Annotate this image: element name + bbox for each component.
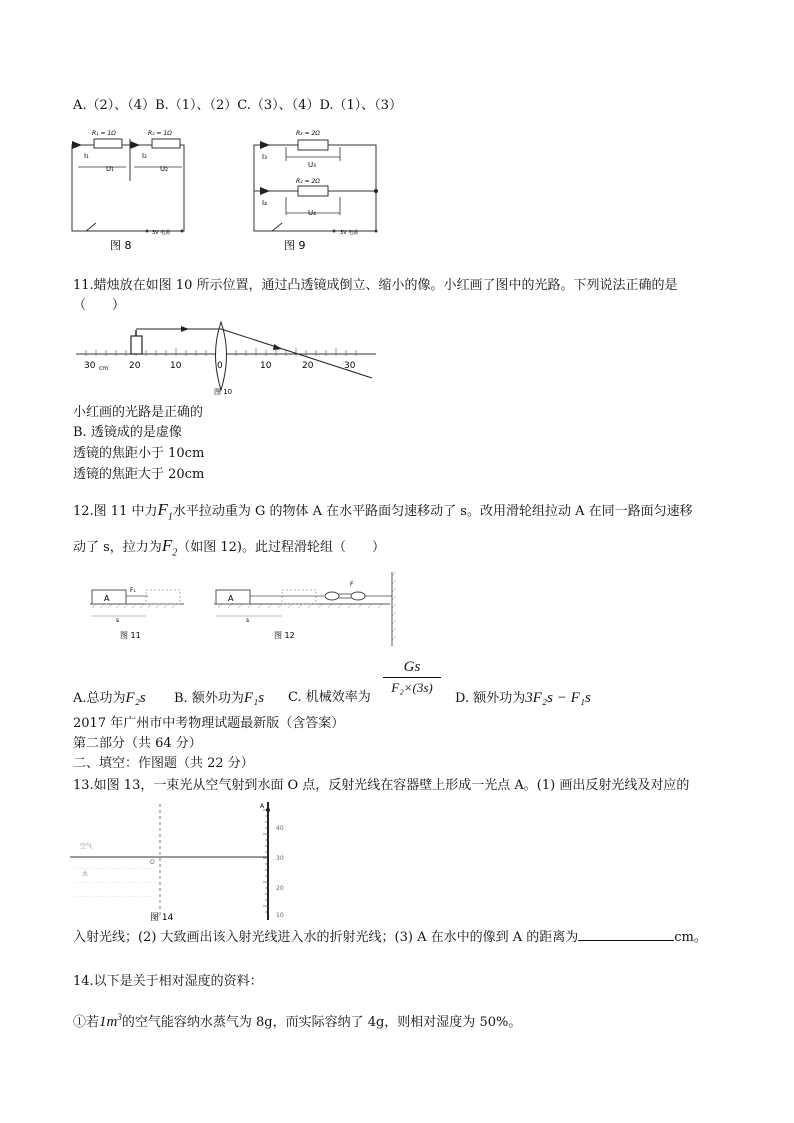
fig10-tick-4: 10 <box>260 361 272 371</box>
q11-stem-line2: （ ） <box>73 298 126 313</box>
part-two-heading: 第二部分（共 64 分） <box>73 736 202 751</box>
q12-stem-line2: 动了 s，拉力为$F_2$（如图 12)。此过程滑轮组（ ） <box>73 536 385 559</box>
figure-8-circuit <box>70 125 190 255</box>
fig12-block-label: A <box>228 594 234 603</box>
exam-title: 2017 年广州市中考物理试题最新版（含答案） <box>73 716 345 731</box>
q12-option-c-fraction <box>383 658 441 697</box>
fig14-water-label: 水 <box>82 871 89 878</box>
q12-option-d: D. 额外功为3F₂s − F₁s <box>455 690 591 706</box>
figure-9-circuit <box>252 125 382 255</box>
fraction-numerator: Gs <box>403 659 421 675</box>
q11-option-d: 透镜的焦距大于 20cm <box>73 467 205 482</box>
q13-stem-line1: 13.如图 13，一束光从空气射到水面 O 点，反射光线在容器壁上形成一光点 A。(1) 画出反射光线及对应的 <box>73 778 690 793</box>
q14-stem-line2: ①若$1m^3$的空气能容纳水蒸气为 8g，而实际容纳了 4g，则相对湿度为 50%。 <box>73 1012 522 1030</box>
fig10-caption: 图 10 <box>214 388 233 396</box>
q12-stem-line1: 12.图 11 中力$F_1$水平拉动重为 G 的物体 A 在水平路面匀速移动了 s。改用滑轮组拉动 A 在同一路面匀速移 <box>73 500 693 523</box>
fig11-caption: 图 11 <box>120 631 141 640</box>
fig14-scale-40: 40 <box>276 825 284 832</box>
q10-options: A.（2）、（4）B.（1）、（2）C.（3）、（4）D.（1）、（3） <box>73 98 403 113</box>
fig8-i1-label: I₁ <box>84 152 89 160</box>
fraction-bar <box>383 677 441 678</box>
q11-stem-line1: 11.蜡烛放在如图 10 所示位置，通过凸透镜成倒立、缩小的像。小红画了图中的光路。下列说法正确的是 <box>73 278 678 293</box>
fig10-tick-1: 20 <box>129 361 141 371</box>
f1-symbol: $F_1$ <box>157 500 173 523</box>
fig9-i3-label: I₃ <box>262 153 267 161</box>
fig10-tick-0: 30 <box>84 361 96 371</box>
fig11-dist-label: s <box>116 617 120 624</box>
fig10-tick-5: 20 <box>302 361 314 371</box>
fig12-caption: 图 12 <box>274 631 295 640</box>
fig14-scale-20: 20 <box>276 885 284 892</box>
fig9-u4-label: U₄ <box>308 209 316 217</box>
fig12-force-label: F <box>350 581 354 588</box>
answer-blank[interactable] <box>578 928 674 941</box>
fig11-force-label: F₁ <box>130 587 136 594</box>
fig9-i4-label: I₄ <box>262 199 267 207</box>
f2-symbol: $F_2$ <box>161 536 178 559</box>
figure-14-reflection <box>70 800 290 924</box>
fig10-tick-2: 10 <box>170 361 182 371</box>
figure-10-lens <box>76 320 376 396</box>
q12-option-c: C. 机械效率为 <box>288 690 371 705</box>
q14-stem-line1: 14.以下是关于相对湿度的资料： <box>73 974 263 989</box>
svg-text:· · · · · · · · · · · · · · ·: · · · · · · · · · · · · · · · · · · · · · · · · · · <box>74 866 156 872</box>
fig8-i2-label: I₂ <box>142 152 147 160</box>
q11-option-c: 透镜的焦距小于 10cm <box>73 446 205 461</box>
fig14-point-a: A <box>260 803 265 810</box>
fraction-denominator: F₂×(3s) <box>391 680 433 695</box>
q12-option-a: A.总功为F₂s <box>73 690 146 706</box>
svg-text:· · · · · · · · · · · · · · ·: · · · · · · · · · · · · · · · · · · · · · · · · · · <box>74 894 156 900</box>
fig12-dist-label: s <box>246 617 250 624</box>
fig10-tick-6: 30 <box>344 361 356 371</box>
fig14-air-label: 空气 <box>80 843 93 850</box>
fig9-caption: 图 9 <box>284 239 306 252</box>
svg-text:· · · · · · · · · · · · · · ·: · · · · · · · · · · · · · · · · · · · · · · · · · · <box>74 880 156 886</box>
fig8-u2-label: U₂ <box>160 165 168 173</box>
fig8-r2-label: R₂ = 1Ω <box>148 130 172 137</box>
fig8-caption: 图 8 <box>110 239 132 252</box>
fig14-point-o: O <box>150 859 155 866</box>
fig14-caption: 图 14 <box>150 913 174 923</box>
unit-cubic-meter: $1m^3$ <box>99 1012 122 1030</box>
fig9-r3-label: R₃ = 2Ω <box>296 130 320 137</box>
fig14-scale-10: 10 <box>276 912 284 919</box>
section-heading: 二、填空：作图题（共 22 分） <box>73 756 254 771</box>
q12-option-b: B. 额外功为F₁s <box>174 690 265 706</box>
fig9-r4-label: R₄ = 2Ω <box>296 178 320 185</box>
figure-11-12-pulley <box>88 572 398 646</box>
q11-option-a: 小红画的光路是正确的 <box>73 405 204 420</box>
fig8-power-label: 3V 电源 <box>152 230 171 236</box>
fig10-unit: cm <box>99 365 109 372</box>
q13-stem-line2: 入射光线；(2) 大致画出该入射光线进入水的折射光线；(3) A 在水中的像到 A 的距离为 cm。 <box>73 930 707 945</box>
fig8-u1-label: U₁ <box>106 165 114 173</box>
fig9-power-label: 3V 电源 <box>340 230 359 236</box>
fig14-scale-30: 30 <box>276 855 284 862</box>
q11-option-b: B. 透镜成的是虚像 <box>73 425 182 440</box>
fig11-block-label: A <box>104 594 110 603</box>
fig9-u3-label: U₃ <box>308 161 316 169</box>
fig10-tick-3: 0 <box>217 361 223 371</box>
fig8-r1-label: R₁ = 1Ω <box>92 130 116 137</box>
